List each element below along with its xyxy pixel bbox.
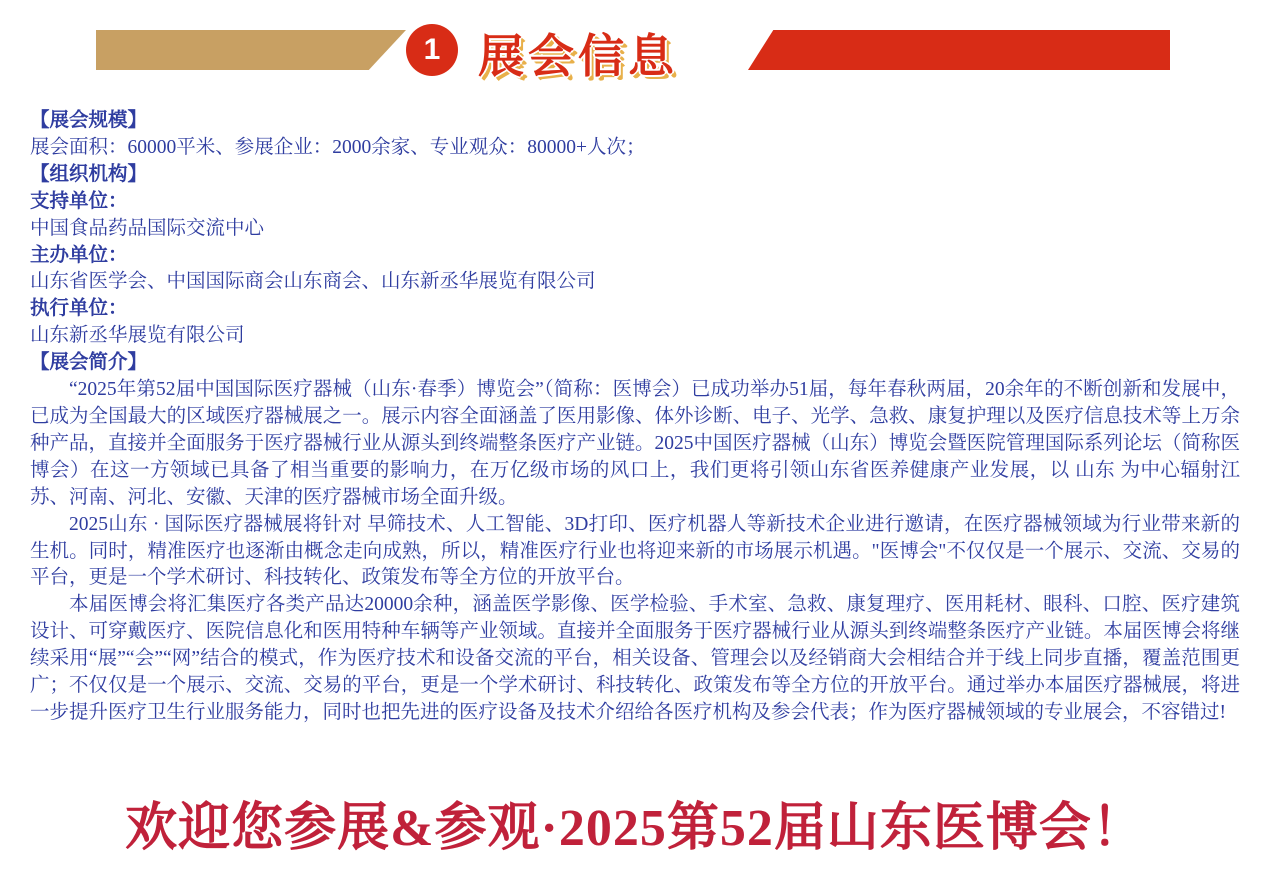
banner-red-bar — [748, 30, 1170, 70]
host-unit-value: 山东省医学会、中国国际商会山东商会、山东新丞华展览有限公司 — [30, 271, 596, 293]
intro-paragraph-3: 本届医博会将汇集医疗各类产品达20000余种，涵盖医学影像、医学检验、手术室、急救、康复理疗、医用耗材、眼科、口腔、医疗建筑设计、可穿戴医疗、医院信息化和医用特种车辆等产业领域。直接并全面服务于医疗器械行业从源头到终端整条医疗产业链。本届医博会将继续采用“展”“会”“网”结合的模式，作为医疗技术和设备交流的平台，相关设备、管理会以及经销商大会相结合并于线上同步直播，覆盖范围更广；不仅仅是一个展示、交流、交易的平台，更是一个学术研讨、科技转化、政策发布等全方位的开放平台。通过举办本届医疗器械展，将进一步提升医疗卫生行业服务能力，同时也把先进的医疗设备及技术介绍给各医疗机构及参会代表；作为医疗器械领域的专业展会，不容错过! — [30, 594, 1240, 723]
exhibition-scale-text: 展会面积：60000平米、参展企业：2000余家、专业观众：80000+人次； — [30, 136, 646, 158]
banner — [0, 0, 1270, 100]
executor-unit-label: 执行单位： — [30, 298, 128, 320]
banner-gold-bar — [96, 30, 406, 70]
banner-title: 展会信息 — [478, 30, 678, 82]
support-unit-value: 中国食品药品国际交流中心 — [30, 217, 265, 239]
footer-slogan: 欢迎您参展&参观·2025第52届山东医博会！ — [125, 800, 1145, 857]
section-heading-organization: 【组织机构】 — [30, 163, 148, 185]
document-body — [0, 108, 1270, 727]
host-unit-label: 主办单位： — [30, 244, 128, 266]
section-heading-scale: 【展会规模】 — [30, 110, 148, 131]
support-unit-label: 支持单位： — [30, 190, 128, 212]
section-heading-intro: 【展会简介】 — [30, 352, 148, 374]
executor-unit-value: 山东新丞华展览有限公司 — [30, 325, 245, 347]
section-number-badge: 1 — [406, 24, 458, 76]
intro-paragraph-1: “2025年第52届中国国际医疗器械（山东·春季）博览会”（简称：医博会）已成功举办51届，每年春秋两届，20余年的不断创新和发展中，已成为全国最大的区域医疗器械展之一。展示内容全面涵盖了医用影像、体外诊断、电子、光学、急救、康复护理以及医疗信息技术等上万余种产品，直接并全面服务于医疗器械行业从源头到终端整条医疗产业链。2025中国医疗器械（山东）博览会暨医院管理国际系列论坛（简称医博会）在这一方领域已具备了相当重要的影响力，在万亿级市场的风口上，我们更将引领山东省医养健康产业发展，以 山东 为中心辐射江苏、河南、河北、安徽、天津的医疗器械市场全面升级。 — [30, 379, 1240, 508]
intro-paragraph-2: 2025山东 · 国际医疗器械展将针对 早筛技术、人工智能、3D打印、医疗机器人等新技术企业进行邀请，在医疗器械领域为行业带来新的生机。同时，精准医疗也逐渐由概念走向成熟，所以，精准医疗行业也将迎来新的市场展示机遇。"医博会"不仅仅是一个展示、交流、交易的平台，更是一个学术研讨、科技转化、政策发布等全方位的开放平台。 — [30, 513, 1240, 589]
